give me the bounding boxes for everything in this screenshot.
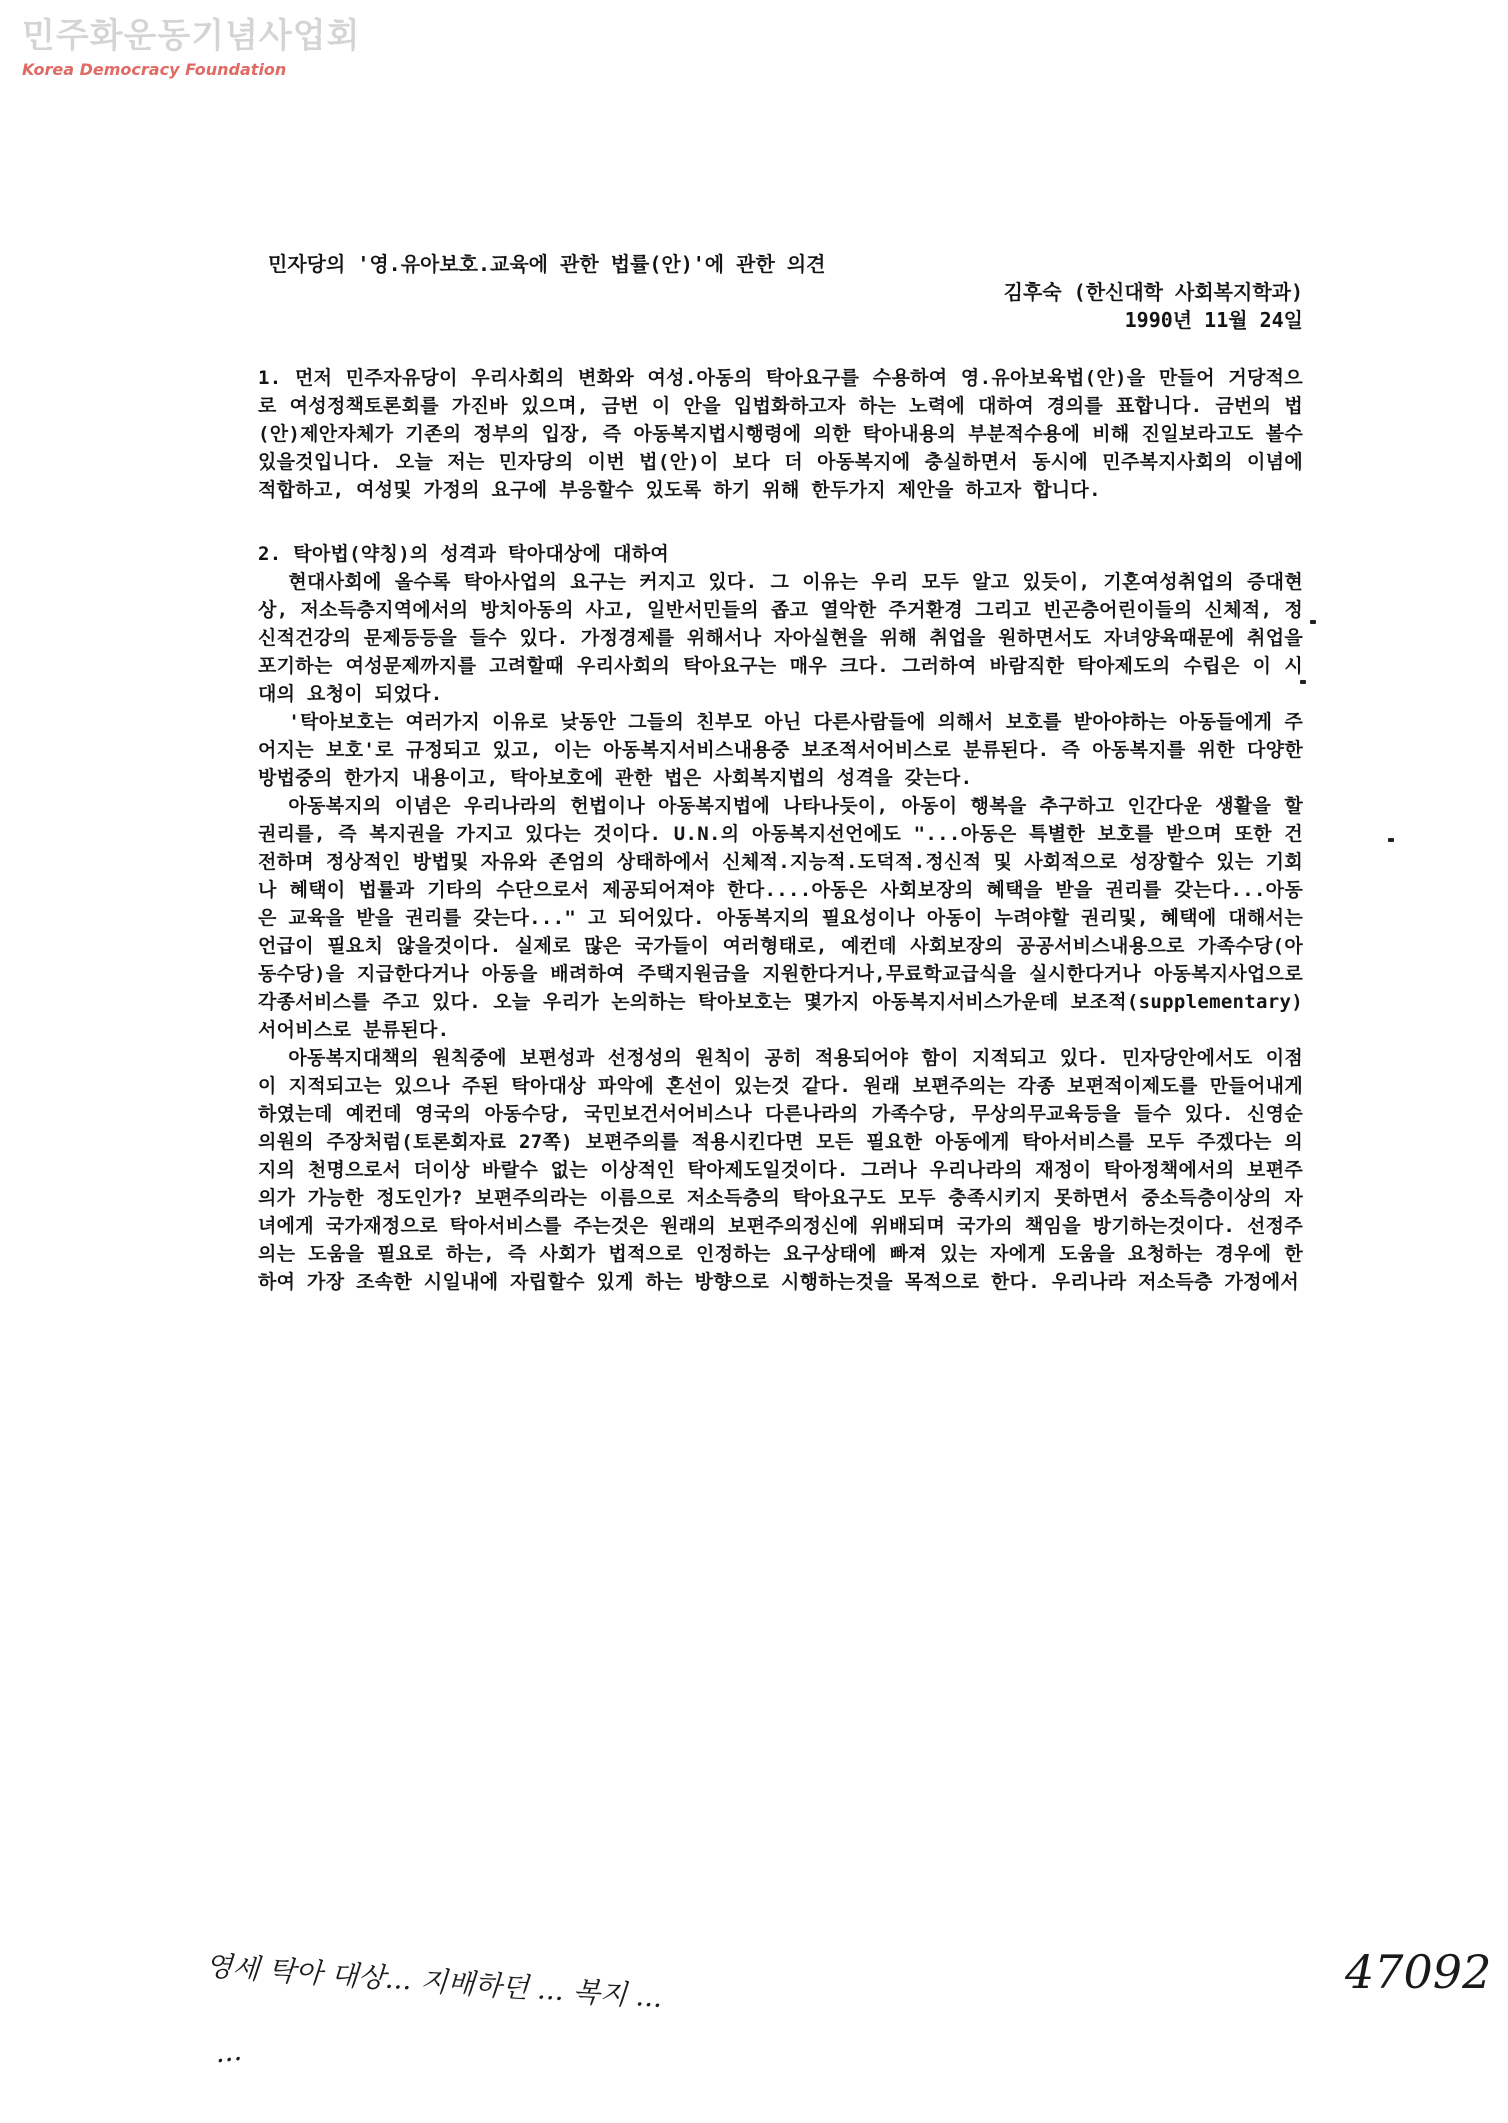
section-2-paragraph: 아동복지대책의 원칙중에 보편성과 선정성의 원칙이 공히 적용되어야 함이 지적되고 있다. 민자당안에서도 이점이 지적되고는 있으나 주된 탁아대상 파악에 혼선이 있는것 같다. 원래 보편주의는 각종 보편적이제도를 만들어내게 하였는데 예컨데 영국의 아동수당, 국민보건서어비스나 다른나라의 가족수당, 무상의무교육등을 들수 있다. 신영순의원의 주장처럼(토론회자료 27쪽) 보편주의를 적용시킨다면 모든 필요한 아동에게 탁아서비스를 모두 주겠다는 의지의 천명으로서 더이상 바랄수 없는 이상적인 탁아제도일것이다. 그러나 우리나라의 재정이 탁아정책에서의 보편주의가 가능한 정도인가? 보편주의라는 이름으로 저소득층의 탁아요구도 모두 충족시키지 못하면서 중소득층이상의 자녀에게 국가재정으로 탁아서비스를 주는것은 원래의 보편주의정신에 위배되며 국가의 책임을 방기하는것이다. 선정주의는 도움을 필요로 하는, 즉 사회가 법적으로 인정하는 요구상태에 빠져 있는 자에게 도움을 요청하는 경우에 한하여 가장 조속한 시일내에 자립할수 있게 하는 방향으로 시행하는것을 목적으로 한다. 우리나라 저소득층 가정에서	[258, 1047, 1303, 1293]
scan-speck	[1300, 680, 1306, 684]
handwritten-note: ...	[213, 2033, 244, 2070]
document-author: 김후숙 (한신대학 사회복지학과)	[1003, 280, 1303, 304]
section-2-heading: 2. 탁아법(약칭)의 성격과 탁아대상에 대하여	[258, 543, 670, 565]
section-2-paragraph: 아동복지의 이념은 우리나라의 헌법이나 아동복지법에 나타나듯이, 아동이 행복을 추구하고 인간다운 생활을 할 권리를, 즉 복지권을 가지고 있다는 것이다. U.N.의 아동복지선언에도 "...아동은 특별한 보호를 받으며 또한 건전하며 정상적인 방법및 자유와 존엄의 상태하에서 신체적.지능적.도덕적.정신적 및 사회적으로 성장할수 있는 기회나 혜택이 법률과 기타의 수단으로서 제공되어져야 한다....아동은 사회보장의 혜택을 받을 권리를 갖는다...아동은 교육을 받을 권리를 갖는다..." 고 되어있다. 아동복지의 필요성이나 아동이 누려야할 권리및, 혜택에 대해서는 언급이 필요치 않을것이다. 실제로 많은 국가들이 여러형태로, 예컨데 사회보장의 공공서비스내용으로 가족수당(아동수당)을 지급한다거나 아동을 배려하여 주택지원금을 지원한다거나,무료학교급식을 실시한다거나 아동복지사업으로 각종서비스를 주고 있다. 오늘 우리가 논의하는 탁아보호는 몇가지 아동복지서비스가운데 보조적(supplementary)서어비스로 분류된다.	[258, 795, 1303, 1041]
section-2-paragraph: 현대사회에 올수록 탁아사업의 요구는 커지고 있다. 그 이유는 우리 모두 알고 있듯이, 기혼여성취업의 증대현상, 저소득층지역에서의 방치아동의 사고, 일반서민들의 좁고 열악한 주거환경 그리고 빈곤층어린이들의 신체적, 정신적건강의 문제등등을 들수 있다. 가정경제를 위해서나 자아실현을 위해 취업을 원하면서도 자녀양육때문에 취업을 포기하는 여성문제까지를 고려할때 우리사회의 탁아요구는 매우 크다. 그러하여 바람직한 탁아제도의 수립은 이 시대의 요청이 되었다.	[258, 571, 1303, 705]
document-title: 민자당의 '영.유아보호.교육에 관한 법률(안)'에 관한 의견	[268, 252, 826, 276]
document-header	[268, 250, 1303, 334]
watermark-english: Korea Democracy Foundation	[22, 60, 287, 79]
handwritten-note: 영세 탁아 대상... 지배하던 ... 복지 ...	[204, 1949, 664, 2014]
watermark-korean: 민주화운동기념사업회	[22, 16, 361, 56]
section-1-paragraph: 1. 먼저 민주자유당이 우리사회의 변화와 여성.아동의 탁아요구를 수용하여 영.유아보육법(안)을 만들어 거당적으로 여성정책토론회를 가진바 있으며, 금번 이 안을 입법화하고자 하는 노력에 대하여 경의를 표합니다. 금번의 법(안)제안자체가 기존의 정부의 입장, 즉 아동복지법시행령에 의한 탁아내용의 부분적수용에 비해 진일보라고도 볼수 있을것입니다. 오늘 저는 민자당의 이번 법(안)이 보다 더 아동복지에 충실하면서 동시에 민주복지사회의 이념에 적합하고, 여성및 가정의 요구에 부응할수 있도록 하기 위해 한두가지 제안을 하고자 합니다.	[258, 367, 1303, 501]
foundation-watermark	[22, 16, 360, 80]
scan-speck	[1388, 838, 1394, 842]
document-body	[258, 250, 1303, 1296]
document-date: 1990년 11월 24일	[1124, 308, 1303, 332]
section-2-paragraph: '탁아보호는 여러가지 이유로 낮동안 그들의 친부모 아닌 다른사람들에 의해서 보호를 받아야하는 아동들에게 주어지는 보호'로 규정되고 있고, 이는 아동복지서비스내용중 보조적서어비스로 분류된다. 즉 아동복지를 위한 다양한 방법중의 한가지 내용이고, 탁아보호에 관한 법은 사회복지법의 성격을 갖는다.	[258, 711, 1303, 789]
scan-speck	[1310, 620, 1316, 624]
handwritten-page-number: 47092	[1345, 1945, 1492, 1999]
